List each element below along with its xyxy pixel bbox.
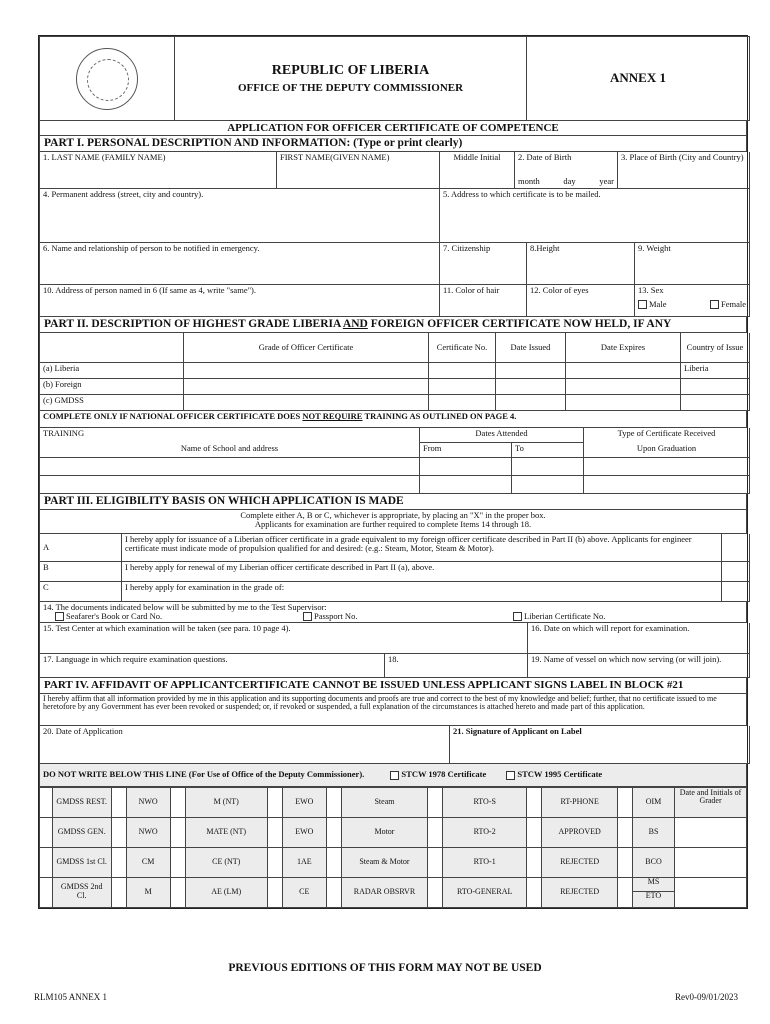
part3-heading: PART III. ELIGIBILITY BASIS ON WHICH APPLICATION IS MADE [40, 494, 747, 509]
office-grade-cell: REJECTED [542, 877, 618, 907]
office-grade-cell: AE (LM) [185, 877, 267, 907]
type-received: Type of Certificate Received [584, 428, 750, 443]
office-checkbox[interactable] [267, 817, 282, 847]
grader-cell[interactable] [675, 847, 747, 877]
office-checkbox[interactable] [111, 787, 126, 817]
office-checkbox[interactable] [267, 787, 282, 817]
option-a-text: I hereby apply for issuance of a Liberian officer certificate in a grade equivalent to my foreign officer certificate described in Part II (b) above. Applicants for engineer certificate must indicate mode of propulsion qualified for and desired: (e.g.: Steam, Motor, Steam & Motor). [122, 534, 722, 561]
dob-label: 2. Date of Birth [518, 151, 572, 162]
office-ms-eto: MS ETO [632, 877, 674, 907]
option-c-label: C [40, 581, 122, 601]
middle-initial-field[interactable]: Middle Initial [440, 152, 515, 189]
office-checkbox[interactable] [267, 847, 282, 877]
office-checkbox[interactable] [40, 877, 53, 907]
training-label: TRAINING [40, 428, 420, 443]
office-checkbox[interactable] [527, 817, 542, 847]
office-grade-cell: M (NT) [185, 787, 267, 817]
weight-field[interactable]: 9. Weight [635, 243, 750, 285]
upon-graduation: Upon Graduation [584, 443, 750, 458]
hair-color-field[interactable]: 11. Color of hair [440, 285, 527, 317]
office-grade-cell: GMDSS REST. [52, 787, 111, 817]
training-note: COMPLETE ONLY IF NATIONAL OFFICER CERTIFICATE DOES NOT REQUIRE TRAINING AS OUTLINED ON PAGE 4. [40, 411, 747, 427]
office-grade-cell: Steam [341, 787, 428, 817]
office-checkbox[interactable] [326, 847, 341, 877]
office-grade-cell: GMDSS GEN. [52, 817, 111, 847]
place-of-birth-field[interactable]: 3. Place of Birth (City and Country) [618, 152, 750, 189]
office-grade-cell: EWO [282, 817, 326, 847]
title-line1: REPUBLIC OF LIBERIA [271, 63, 430, 79]
office-checkbox[interactable] [326, 817, 341, 847]
part1-table [39, 152, 750, 190]
row-gmdss: (c) GMDSS [40, 395, 184, 411]
office-checkbox[interactable] [111, 877, 126, 907]
option-b-box[interactable] [722, 561, 750, 581]
office-checkbox[interactable] [111, 847, 126, 877]
dob-day: day [563, 175, 576, 186]
office-checkbox[interactable] [170, 787, 185, 817]
documents-field: 14. The documents indicated below will be submitted by me to the Test Supervisor: Seafarer's Book or Card No. Passport No. Liberian Certificate No. [40, 602, 747, 623]
office-grade-cell: EWO [282, 787, 326, 817]
liberia-seal-icon [76, 48, 138, 110]
to-label: To [512, 443, 584, 458]
office-grade-cell: BS [632, 817, 674, 847]
office-checkbox[interactable] [618, 877, 633, 907]
eye-color-field[interactable]: 12. Color of eyes [527, 285, 635, 317]
row-liberia: (a) Liberia [40, 363, 184, 379]
first-name-field[interactable]: FIRST NAME(GIVEN NAME) [277, 152, 440, 189]
dob-year: year [599, 175, 614, 186]
mailing-address-field[interactable]: 5. Address to which certificate is to be mailed. [440, 189, 750, 242]
form-page [38, 35, 748, 909]
option-a-box[interactable] [722, 534, 750, 561]
citizenship-field[interactable]: 7. Citizenship [440, 243, 527, 285]
office-checkbox[interactable] [527, 847, 542, 877]
grader-cell[interactable] [675, 877, 747, 907]
form-id: RLM105 ANNEX 1 [34, 992, 108, 1002]
office-grade-cell: REJECTED [542, 847, 618, 877]
col-country: Country of Issue [681, 333, 750, 363]
last-name-field[interactable]: 1. LAST NAME (FAMILY NAME) [40, 152, 277, 189]
option-c-box[interactable] [722, 581, 750, 601]
part4-heading: PART IV. AFFIDAVIT OF APPLICANTCERTIFICATE CANNOT BE ISSUED UNLESS APPLICANT SIGNS LABEL IN BLOCK #21 [40, 678, 747, 693]
certificates-table [39, 333, 750, 412]
dob-month: month [518, 175, 540, 186]
office-grade-cell: RTO-GENERAL [443, 877, 527, 907]
office-grade-cell: 1AE [282, 847, 326, 877]
office-checkbox[interactable] [527, 787, 542, 817]
office-checkbox[interactable] [40, 847, 53, 877]
row-foreign: (b) Foreign [40, 379, 184, 395]
emergency-address-field[interactable]: 10. Address of person named in 6 (If same as 4, write "same"). [40, 285, 440, 317]
training-table [39, 428, 750, 495]
office-checkbox[interactable] [428, 847, 443, 877]
office-checkbox[interactable] [40, 787, 53, 817]
office-checkbox[interactable] [326, 877, 341, 907]
grader-header: Date and Initials of Grader [675, 787, 747, 817]
col-cert-no: Certificate No. [429, 333, 496, 363]
option-c-text: I hereby apply for examination in the grade of: [122, 581, 722, 601]
application-date-field[interactable]: 20. Date of Application [40, 726, 450, 764]
office-checkbox[interactable] [111, 817, 126, 847]
stcw1995-checkbox[interactable]: STCW 1995 Certificate [506, 769, 602, 779]
office-grade-cell: Motor [341, 817, 428, 847]
liberian-cert-checkbox[interactable]: Liberian Certificate No. [513, 612, 605, 622]
title-line2: OFFICE OF THE DEPUTY COMMISSIONER [237, 81, 464, 94]
office-checkbox[interactable] [326, 787, 341, 817]
dob-field[interactable] [515, 152, 618, 189]
office-checkbox[interactable] [267, 877, 282, 907]
part2-heading: PART II. DESCRIPTION OF HIGHEST GRADE LIBERIA AND FOREIGN OFFICER CERTIFICATE NOW HELD, IF ANY [40, 317, 747, 332]
office-checkbox[interactable] [527, 877, 542, 907]
grader-cell[interactable] [675, 817, 747, 847]
sex-field [635, 285, 750, 317]
from-label: From [420, 443, 512, 458]
form-title: APPLICATION FOR OFFICER CERTIFICATE OF COMPETENCE [40, 121, 747, 136]
part1-heading: PART I. PERSONAL DESCRIPTION AND INFORMATION: (Type or print clearly) [40, 136, 747, 152]
option-a-label: A [40, 534, 122, 561]
col-date-expires: Date Expires [566, 333, 681, 363]
office-row [40, 847, 747, 877]
previous-editions-note: PREVIOUS EDITIONS OF THIS FORM MAY NOT BE USED [228, 962, 542, 974]
vessel-field[interactable]: 19. Name of vessel on which now serving (or will join). [528, 654, 750, 678]
office-checkbox[interactable] [428, 877, 443, 907]
permanent-address-field[interactable]: 4. Permanent address (street, city and country). [40, 189, 440, 242]
test-center-field[interactable]: 15. Test Center at which examination will be taken (see para. 10 page 4). [40, 623, 528, 653]
seal-cell [40, 37, 175, 121]
office-checkbox[interactable] [428, 817, 443, 847]
field-18[interactable]: 18. [385, 654, 528, 678]
col-date-issued: Date Issued [496, 333, 566, 363]
office-checkbox[interactable] [170, 877, 185, 907]
affidavit-text: I hereby affirm that all information provided by me in this application and its supporting documents and proofs are true and correct to the best of my knowledge and belief; further, that no certificate issued to me heretofore by any Government has ever been revoked or suspended; or, if revoked or suspended, a full explanation of the circumstances is attached hereto and made part of this application. [40, 693, 747, 725]
office-use-note: DO NOT WRITE BELOW THIS LINE (For Use of Office of the Deputy Commissioner). STCW 1978 Certificate STCW 1995 Certificate [40, 764, 747, 786]
col-grade: Grade of Officer Certificate [184, 333, 429, 363]
office-grade-cell: RTO-2 [443, 817, 527, 847]
dates-attended: Dates Attended [420, 428, 584, 443]
office-grade-cell: RT-PHONE [542, 787, 618, 817]
liberia-country: Liberia [681, 363, 750, 379]
revision: Rev0-09/01/2023 [675, 992, 738, 1002]
office-checkbox[interactable] [40, 817, 53, 847]
office-grade-cell: NWO [126, 787, 170, 817]
header-table [39, 36, 750, 121]
office-checkbox[interactable] [618, 847, 633, 877]
office-checkbox[interactable] [428, 787, 443, 817]
office-grade-cell: RTO-1 [443, 847, 527, 877]
office-grade-cell: RTO-S [443, 787, 527, 817]
part3-instructions: Complete either A, B or C, whichever is appropriate, by placing an "X" in the proper box. Applicants for examination are further required to complete Items 14 through 18. [40, 510, 747, 534]
office-grade-cell: OIM [632, 787, 674, 817]
sex-label: 13. Sex [638, 285, 664, 296]
office-checkbox[interactable] [618, 817, 633, 847]
emergency-contact-field[interactable]: 6. Name and relationship of person to be notified in emergency. [40, 243, 440, 285]
option-b-label: B [40, 561, 122, 581]
office-row [40, 877, 747, 907]
office-row [40, 817, 747, 847]
office-grade-cell: CE (NT) [185, 847, 267, 877]
male-checkbox[interactable]: Male [638, 300, 666, 310]
office-grade-cell: APPROVED [542, 817, 618, 847]
office-grade-cell: GMDSS 1st Cl. [52, 847, 111, 877]
office-grade-cell: M [126, 877, 170, 907]
signature-field[interactable]: 21. Signature of Applicant on Label [450, 726, 750, 764]
office-grade-cell: BCO [632, 847, 674, 877]
stcw1978-checkbox[interactable]: STCW 1978 Certificate [390, 769, 486, 779]
office-checkbox[interactable] [170, 817, 185, 847]
language-field[interactable]: 17. Language in which require examination questions. [40, 654, 385, 678]
option-b-text: I hereby apply for renewal of my Liberian officer certificate described in Part II (a), above. [122, 561, 722, 581]
school-label: Name of School and address [40, 443, 420, 458]
seafarer-checkbox[interactable]: Seafarer's Book or Card No. [43, 612, 303, 622]
height-field[interactable]: 8.Height [527, 243, 635, 285]
female-checkbox[interactable]: Female [710, 300, 746, 310]
office-grade-cell: RADAR OBSRVR [341, 877, 428, 907]
office-grade-cell: CM [126, 847, 170, 877]
office-row [40, 787, 747, 817]
office-use-grid [39, 787, 747, 908]
office-checkbox[interactable] [170, 847, 185, 877]
passport-checkbox[interactable]: Passport No. [303, 612, 513, 622]
office-grade-cell: CE [282, 877, 326, 907]
annex-label: ANNEX 1 [527, 37, 750, 121]
office-grade-cell: GMDSS 2nd Cl. [52, 877, 111, 907]
office-grade-cell: MATE (NT) [185, 817, 267, 847]
office-grade-cell: NWO [126, 817, 170, 847]
title-cell [175, 37, 527, 121]
office-checkbox[interactable] [618, 787, 633, 817]
eligibility-table [39, 534, 750, 602]
office-grade-cell: Steam & Motor [341, 847, 428, 877]
report-date-field[interactable]: 16. Date on which will report for examination. [528, 623, 750, 653]
